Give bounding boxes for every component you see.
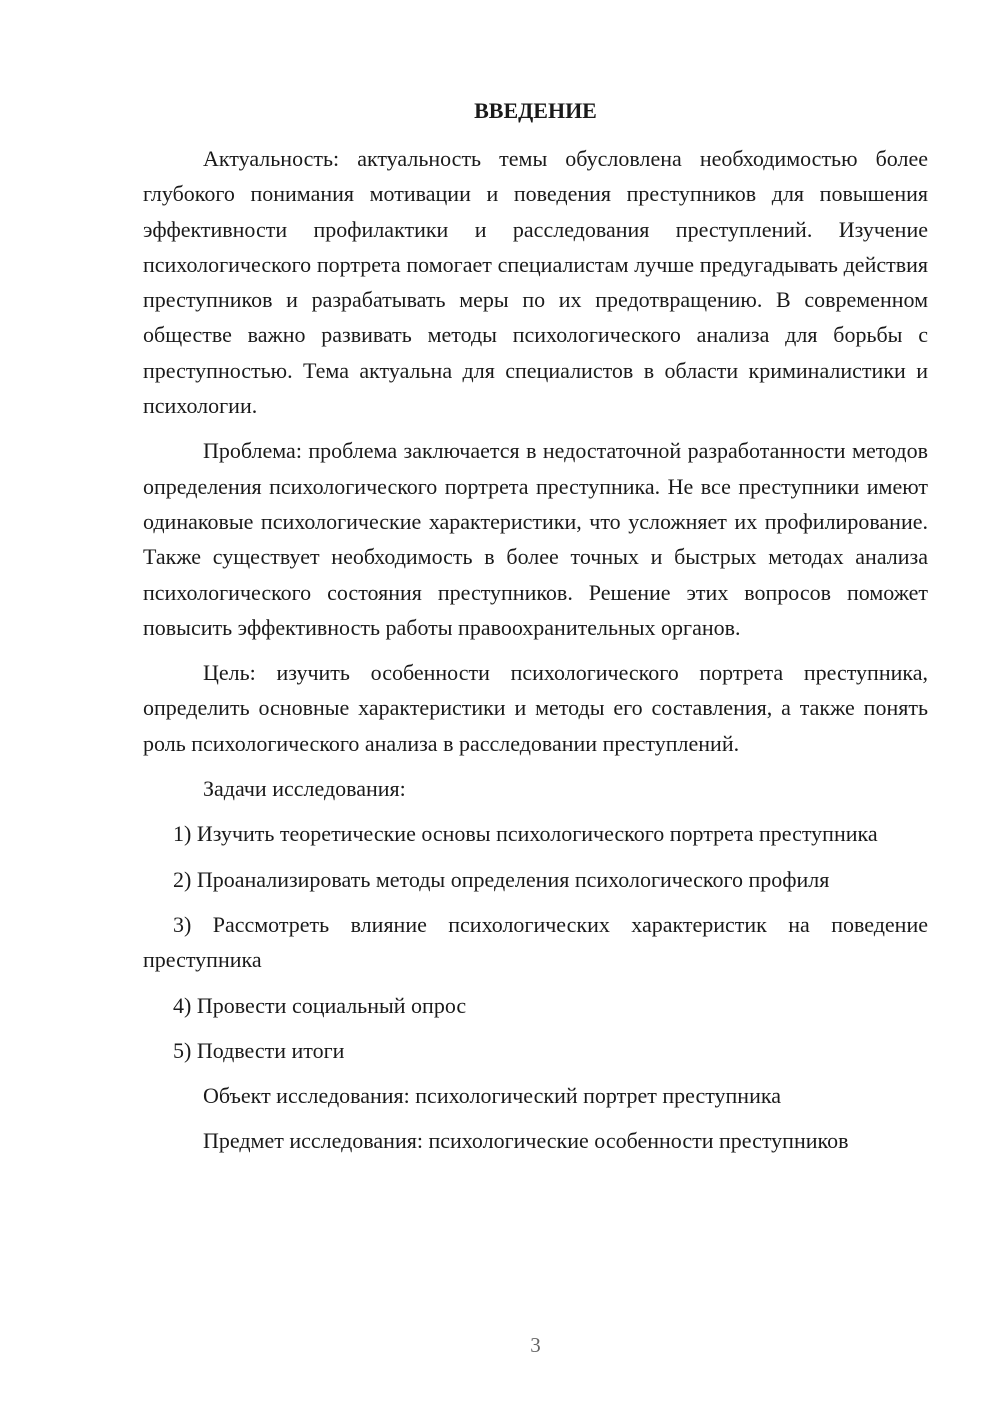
page-number: 3 xyxy=(530,1333,541,1357)
task-item-2: 2) Проанализировать методы определения психологического профиля xyxy=(173,866,830,892)
task-item-1: 1) Изучить теоретические основы психологического портрета преступника xyxy=(173,821,878,847)
research-subject: Предмет исследования: психологические особенности преступников xyxy=(203,1128,849,1154)
goal-paragraph: Цель: изучить особенности психологического портрета преступника, определить основные характеристики и методы его составления, а также понять роль психологического анализа в расследовании преступлений. xyxy=(143,660,928,756)
research-object: Объект исследования: психологический портрет преступника xyxy=(203,1083,781,1109)
document-body xyxy=(143,141,928,1159)
tasks-heading: Задачи исследования: xyxy=(203,776,406,802)
page-title: ВВЕДЕНИЕ xyxy=(474,98,597,123)
relevance-paragraph: Актуальность: актуальность темы обусловлена необходимостью более глубокого понимания мотивации и поведения преступников для повышения эффективности профилактики и расследования преступлений. Изучение психологического портрета помогает специалистам лучше предугадывать действия преступников и разрабатывать меры по их предотвращению. В современном обществе важно развивать методы психологического анализа для борьбы с преступностью. Тема актуальна для специалистов в области криминалистики и психологии. xyxy=(143,146,928,419)
problem-paragraph: Проблема: проблема заключается в недостаточной разработанности методов определения психологического портрета преступника. Не все преступники имеют одинаковые психологические характеристики, что усложняет их профилирование. Также существует необходимость в более точных и быстрых методах анализа психологического состояния преступников. Решение этих вопросов поможет повысить эффективность работы правоохранительных органов. xyxy=(143,438,928,640)
document-page xyxy=(143,0,928,1414)
task-item-5: 5) Подвести итоги xyxy=(173,1037,345,1063)
task-item-3: 3) Рассмотреть влияние психологических характеристик на поведение преступника xyxy=(143,911,928,973)
task-item-4: 4) Провести социальный опрос xyxy=(173,992,467,1018)
